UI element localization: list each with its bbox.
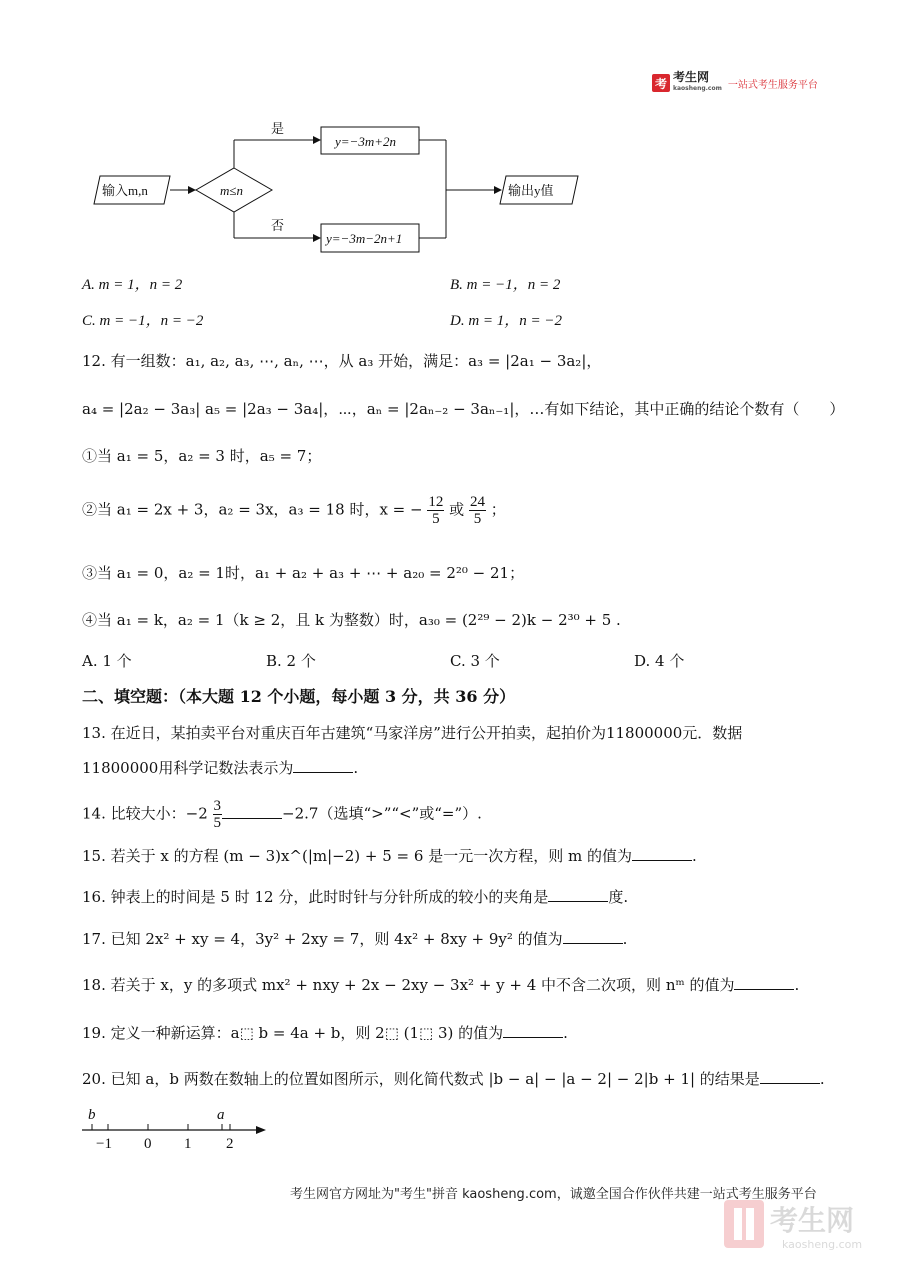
q12-option-b: B. 2 个 — [266, 652, 316, 670]
q16-answer-blank — [548, 887, 608, 902]
q13-line2 — [82, 758, 358, 778]
q18-line — [82, 975, 799, 995]
q19-answer-blank — [503, 1023, 563, 1038]
frac-2-den: 5 — [473, 511, 482, 527]
q11-option-a: A. m = 1，n = 2 — [82, 277, 183, 293]
q18-end: . — [794, 976, 800, 994]
q12-conclusion-1: ①当 a₁ = 5，a₂ = 3 时，a₅ = 7； — [82, 447, 322, 465]
frac-2-num: 24 — [469, 494, 485, 510]
q13-line2-text: 11800000用科学记数法表示为 — [82, 759, 294, 777]
q12-line2: a₄ = |2a₂ − 3a₃| a₅ = |2a₃ − 3a₄|，⋯，aₙ = |2aₙ₋₂ − 3aₙ₋₁|，…有如下结论，其中正确的结论个数有（ ） — [82, 400, 845, 418]
header-logo — [652, 72, 818, 94]
q20-answer-blank — [760, 1069, 820, 1084]
q12-c2-mid: 或 — [449, 500, 469, 519]
no-formula: y=−3m−2n+1 — [326, 231, 403, 246]
logo-name — [673, 71, 722, 95]
watermark-domain: kaosheng.com — [782, 1238, 863, 1251]
q15-end: . — [691, 847, 697, 865]
q12-c2-post: ； — [490, 500, 506, 519]
q11-option-c: C. m = −1，n = −2 — [82, 313, 204, 329]
point-a-label: a — [217, 1107, 225, 1123]
q16-line — [82, 887, 628, 907]
logo-name-text: 考生网 — [673, 70, 710, 84]
q19-line — [82, 1023, 568, 1043]
q20-end: . — [819, 1070, 825, 1088]
output-label: 输出y值 — [508, 183, 554, 198]
q14-answer-blank — [222, 804, 282, 819]
input-label: 输入m,n — [102, 183, 148, 198]
q13-end: . — [353, 759, 359, 777]
q17-text: 17. 已知 2x² + xy = 4，3y² + 2xy = 7，则 4x² + 8xy + 9y² 的值为 — [82, 930, 563, 948]
watermark-logo-icon — [720, 1196, 880, 1254]
logo-mark: 考 — [652, 74, 670, 92]
q12-conclusion-3: ③当 a₁ = 0，a₂ = 1时，a₁ + a₂ + a₃ + ⋯ + a₂₀ = 2²⁰ − 21； — [82, 564, 525, 582]
watermark — [720, 1196, 880, 1254]
logo-domain: kaosheng.com — [673, 85, 722, 92]
q12-option-c: C. 3 个 — [450, 652, 500, 670]
q20-line — [82, 1069, 825, 1089]
q12-c2-frac-2 — [469, 494, 486, 527]
footer-text: 考生网官方网址为"考生"拼音 kaosheng.com，诚邀全国合作伙伴共建一站式考生服务平台 — [290, 1187, 817, 1202]
q15-text: 15. 若关于 x 的方程 (m − 3)x^(|m|−2) + 5 = 6 是一元一次方程，则 m 的值为 — [82, 847, 632, 865]
number-line-arrow — [256, 1126, 266, 1134]
q19-end: . — [563, 1024, 568, 1042]
q11-option-d: D. m = 1，n = −2 — [450, 313, 563, 329]
q12-option-a: A. 1 个 — [82, 652, 132, 670]
frac-1-den: 5 — [432, 511, 440, 527]
q12-conclusion-4: ④当 a₁ = k，a₂ = 1（k ≥ 2，且 k 为整数）时，a₃₀ = (2²⁹ − 2)k − 2³⁰ + 5 . — [82, 611, 621, 629]
frac-1-num: 12 — [428, 494, 444, 510]
q14-frac-num: 3 — [213, 798, 222, 814]
yes-formula: y=−3m+2n — [335, 134, 396, 149]
q16-text: 16. 钟表上的时间是 5 时 12 分，此时时针与分针所成的较小的夹角是 — [82, 888, 549, 906]
q20-text: 20. 已知 a，b 两数在数轴上的位置如图所示，则化简代数式 |b − a| − |a − 2| − 2|b + 1| 的结果是 — [82, 1070, 760, 1088]
q12-conclusion-2 — [82, 494, 506, 527]
q14-post: −2.7（选填“>”“<”或“=”）. — [282, 804, 482, 823]
section-2-heading: 二、填空题：（本大题 12 个小题，每小题 3 分，共 36 分） — [82, 687, 516, 706]
watermark-name: 考生网 — [770, 1204, 855, 1237]
number-line — [78, 1100, 278, 1152]
flowchart — [88, 118, 588, 258]
q14-frac-den: 5 — [213, 815, 222, 831]
logo-slogan: 一站式考生服务平台 — [727, 79, 818, 91]
q17-answer-blank — [563, 929, 623, 944]
point-b-label: b — [88, 1107, 96, 1123]
q19-text: 19. 定义一种新运算：a⬚ b = 4a + b，则 2⬚ (1⬚ 3) 的值为 — [82, 1024, 504, 1042]
q12-c2-frac-1 — [427, 494, 444, 527]
q18-answer-blank — [734, 975, 794, 990]
no-label: 否 — [271, 218, 285, 233]
tick-label-neg1: −1 — [96, 1136, 112, 1152]
q12-option-d: D. 4 个 — [634, 652, 685, 670]
q17-end: . — [622, 930, 628, 948]
condition-label: m≤n — [220, 183, 244, 198]
tick-label-1: 1 — [184, 1136, 192, 1152]
q17-line — [82, 929, 627, 949]
q18-text: 18. 若关于 x，y 的多项式 mx² + nxy + 2x − 2xy − 3x² + y + 4 中不含二次项，则 nᵐ 的值为 — [82, 976, 735, 994]
q13-line1: 13. 在近日，某拍卖平台对重庆百年古建筑“马家洋房”进行公开拍卖，起拍价为11800000元．数据 — [82, 724, 743, 742]
q16-end: 度. — [608, 888, 629, 906]
q15-answer-blank — [632, 846, 692, 861]
q14-frac — [213, 798, 223, 831]
tick-label-2: 2 — [226, 1136, 234, 1152]
q13-answer-blank — [293, 758, 353, 773]
yes-label: 是 — [271, 121, 285, 136]
q12-line1: 12. 有一组数：a₁, a₂, a₃, ⋯, aₙ, ⋯，从 a₃ 开始，满足：a₃ = |2a₁ − 3a₂|， — [82, 352, 602, 370]
q12-c2-pre: ②当 a₁ = 2x + 3，a₂ = 3x，a₃ = 18 时，x = − — [82, 500, 423, 519]
q14-pre: 14. 比较大小：−2 — [82, 804, 208, 823]
tick-label-0: 0 — [144, 1136, 152, 1152]
q14-line — [82, 798, 482, 831]
q11-option-b: B. m = −1，n = 2 — [450, 277, 561, 293]
q15-line — [82, 846, 697, 866]
